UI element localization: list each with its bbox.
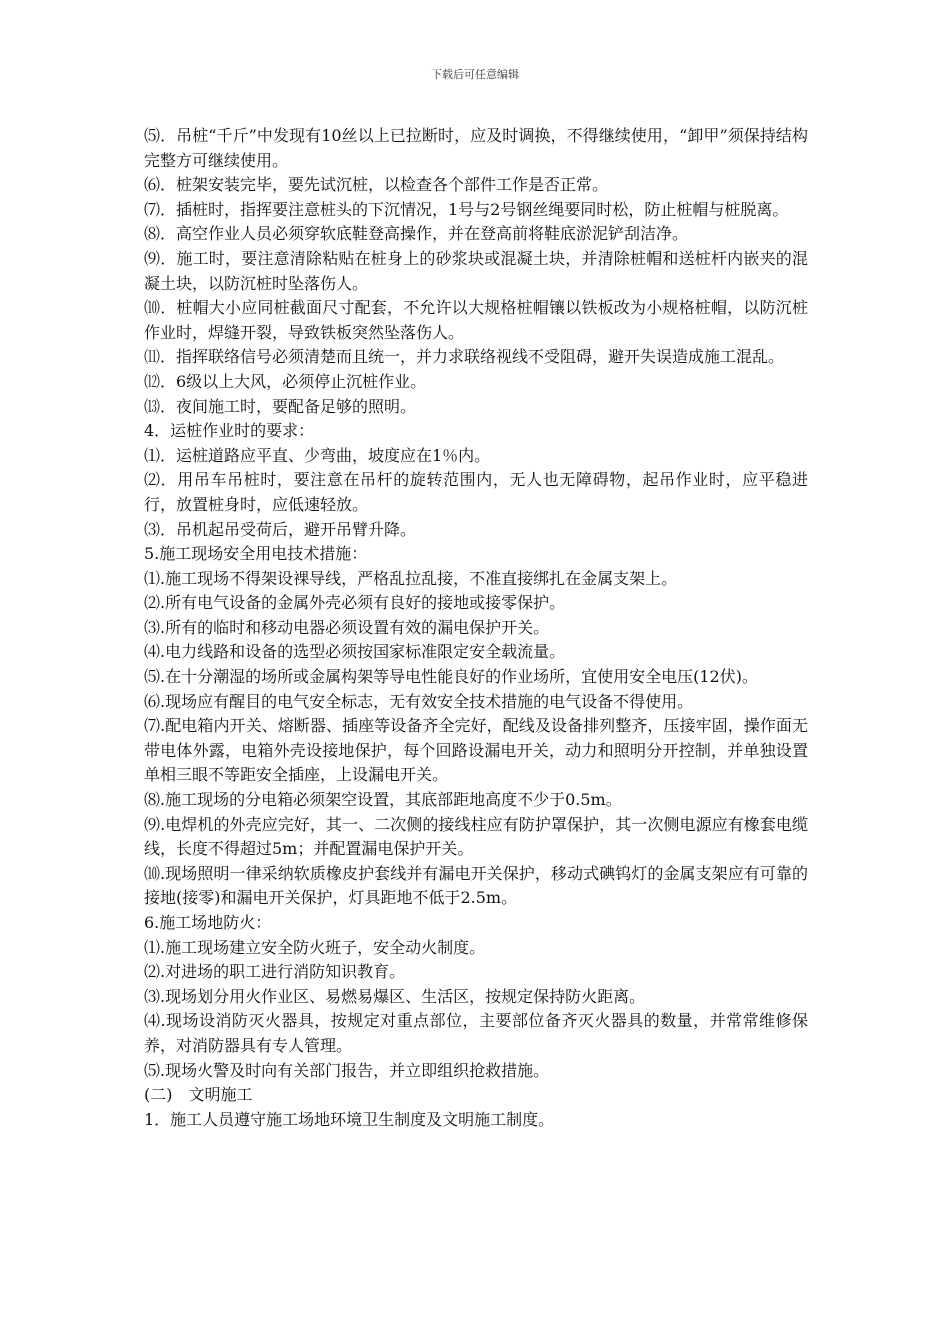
paragraph: ⑵.所有电气设备的金属外壳必须有良好的接地或接零保护。 xyxy=(144,593,566,613)
paragraph: ⑸.在十分潮湿的场所或金属构架等导电性能良好的作业场所，宜使用安全电压(12伏)。 xyxy=(144,667,758,687)
paragraph: ⑿．6级以上大风，必须停止沉桩作业。 xyxy=(144,371,427,391)
paragraph: ⑴．运桩道路应平直、少弯曲，坡度应在1％内。 xyxy=(144,445,491,465)
paragraph: ⑻．高空作业人员必须穿软底鞋登高操作，并在登高前将鞋底淤泥铲刮洁净。 xyxy=(144,224,689,244)
paragraph: ⑶.所有的临时和移动电器必须设置有效的漏电保护开关。 xyxy=(144,617,550,637)
paragraph: ⑷.电力线路和设备的选型必须按国家标准限定安全载流量。 xyxy=(144,642,566,662)
paragraph: ⑼．施工时，要注意清除粘贴在桩身上的砂浆块或混凝土块，并清除桩帽和送桩杆内嵌夹的混凝土块，以防沉桩时坠落伤人。 xyxy=(144,248,808,293)
section-heading: 6.施工场地防火： xyxy=(144,913,272,932)
section-heading: 5.施工现场安全用电技术措施： xyxy=(144,544,368,564)
paragraph: ⑾．指挥联络信号必须清楚而且统一，并力求联络视线不受阻碍，避开失误造成施工混乱。 xyxy=(144,347,785,367)
paragraph: ⑺.配电箱内开关、熔断器、插座等设备齐全完好，配线及设备排列整齐，压接牢固，操作面无带电体外露，电箱外壳设接地保护，每个回路设漏电开关，动力和照明分开控制，并单独设置单相三眼不等距安全插座，上设漏电开关。 xyxy=(144,716,808,785)
paragraph: ⑸．吊桩“千斤”中发现有10丝以上已拉断时，应及时调换，不得继续使用，“卸甲”须保持结构完整方可继续使用。 xyxy=(144,126,808,170)
paragraph: ⑵.对进场的职工进行消防知识教育。 xyxy=(144,962,406,982)
paragraph: ⑵．用吊车吊桩时，要注意在吊杆的旋转范围内，无人也无障碍物，起吊作业时，应平稳进行，放置桩身时，应低速轻放。 xyxy=(144,470,808,514)
paragraph: ⑹．桩架安装完毕，要先试沉桩，以检查各个部件工作是否正常。 xyxy=(144,175,609,195)
paragraph: 1．施工人员遵守施工场地环境卫生制度及文明施工制度。 xyxy=(144,1109,555,1129)
section-heading: 4．运桩作业时的要求： xyxy=(144,421,315,441)
paragraph: ⑼.电焊机的外壳应完好，其一、二次侧的接线柱应有防护罩保护，其一次侧电源应有橡套电缆线，长度不得超过5m；并配置漏电保护开关。 xyxy=(144,814,808,859)
paragraph: ⒀．夜间施工时，要配备足够的照明。 xyxy=(144,396,417,416)
document-body xyxy=(144,124,808,1132)
section-heading: (二) 文明施工 xyxy=(144,1085,253,1105)
paragraph: ⑶.现场划分用火作业区、易燃易爆区、生活区，按规定保持防火距离。 xyxy=(144,986,646,1006)
paragraph: ⑹.现场应有醒目的电气安全标志，无有效安全技术措施的电气设备不得使用。 xyxy=(144,691,694,711)
paragraph: ⑽.现场照明一律采纳软质橡皮护套线并有漏电开关保护，移动式碘钨灯的金属支架应有可靠的接地(接零)和漏电开关保护，灯具距地不低于2.5m。 xyxy=(144,863,808,908)
paragraph: ⑺．插桩时，指挥要注意桩头的下沉情况，1号与2号钢丝绳要同时松，防止桩帽与桩脱离。 xyxy=(144,199,789,219)
paragraph: ⑶．吊机起吊受荷后，避开吊臂升降。 xyxy=(144,519,417,539)
paragraph: ⑽．桩帽大小应同桩截面尺寸配套，不允许以大规格桩帽镶以铁板改为小规格桩帽，以防沉桩作业时，焊缝开裂，导致铁板突然坠落伤人。 xyxy=(144,298,808,342)
paragraph: ⑸.现场火警及时向有关部门报告，并立即组织抢救措施。 xyxy=(144,1060,550,1080)
page-header: 下载后可任意编辑 xyxy=(431,68,519,81)
paragraph: ⑷.现场设消防灭火器具，按规定对重点部位，主要部位备齐灭火器具的数量，并常常维修保养，对消防器具有专人管理。 xyxy=(144,1011,808,1055)
paragraph: ⑴.施工现场不得架设裸导线，严格乱拉乱接，不准直接绑扎在金属支架上。 xyxy=(144,568,678,588)
paragraph: ⑻.施工现场的分电箱必须架空设置，其底部距地高度不少于0.5m。 xyxy=(144,790,622,810)
paragraph: ⑴.施工现场建立安全防火班子，安全动火制度。 xyxy=(144,937,486,957)
